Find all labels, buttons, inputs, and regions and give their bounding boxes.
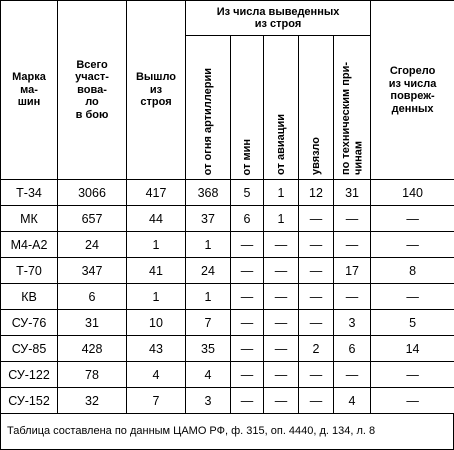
cell-stuck: — — [299, 284, 334, 310]
cell-artillery: 4 — [186, 362, 231, 388]
cell-out: 43 — [127, 336, 186, 362]
cell-stuck: 2 — [299, 336, 334, 362]
cell-brand: МК — [1, 206, 58, 232]
cell-mines: 6 — [231, 206, 264, 232]
cell-technical: 3 — [334, 310, 371, 336]
table-row — [1, 258, 454, 284]
cell-technical: 6 — [334, 336, 371, 362]
cell-brand: СУ-76 — [1, 310, 58, 336]
cell-out: 44 — [127, 206, 186, 232]
cell-total: 347 — [58, 258, 127, 284]
cell-technical: 31 — [334, 180, 371, 206]
table-row — [1, 336, 454, 362]
table-row — [1, 180, 454, 206]
cell-out: 4 — [127, 362, 186, 388]
cell-total: 24 — [58, 232, 127, 258]
cell-aviation: — — [264, 284, 299, 310]
header-artillery: от огня артиллерии — [186, 36, 231, 180]
cell-total: 657 — [58, 206, 127, 232]
header-out: Вышло из строя — [127, 1, 186, 180]
table-row — [1, 310, 454, 336]
cell-aviation: 1 — [264, 180, 299, 206]
header-mines: от мин — [231, 36, 264, 180]
cell-stuck: — — [299, 232, 334, 258]
cell-total: 78 — [58, 362, 127, 388]
header-total: Всего участ- вова- ло в бою — [58, 1, 127, 180]
cell-burned: — — [371, 362, 454, 388]
header-brand: Марка ма- шин — [1, 1, 58, 180]
header-technical: по техническим при- чинам — [334, 36, 371, 180]
cell-burned: 14 — [371, 336, 454, 362]
cell-artillery: 7 — [186, 310, 231, 336]
header-group: Из числа выведенных из строя — [186, 1, 371, 36]
cell-aviation: — — [264, 362, 299, 388]
cell-stuck: — — [299, 362, 334, 388]
cell-mines: — — [231, 284, 264, 310]
cell-out: 417 — [127, 180, 186, 206]
cell-stuck: — — [299, 206, 334, 232]
cell-brand: КВ — [1, 284, 58, 310]
cell-artillery: 35 — [186, 336, 231, 362]
cell-mines: — — [231, 258, 264, 284]
cell-aviation: — — [264, 336, 299, 362]
cell-out: 1 — [127, 284, 186, 310]
cell-artillery: 1 — [186, 232, 231, 258]
cell-out: 10 — [127, 310, 186, 336]
cell-stuck: — — [299, 258, 334, 284]
cell-burned: 8 — [371, 258, 454, 284]
table-footnote: Таблица составлена по данным ЦАМО РФ, ф. 315, оп. 4440, д. 134, л. 8 — [0, 414, 454, 450]
cell-stuck: 12 — [299, 180, 334, 206]
cell-brand: Т-70 — [1, 258, 58, 284]
cell-brand: СУ-85 — [1, 336, 58, 362]
cell-burned: — — [371, 232, 454, 258]
cell-total: 3066 — [58, 180, 127, 206]
cell-brand: М4-А2 — [1, 232, 58, 258]
cell-aviation: — — [264, 388, 299, 414]
cell-brand: СУ-152 — [1, 388, 58, 414]
table-row — [1, 284, 454, 310]
cell-out: 41 — [127, 258, 186, 284]
cell-mines: — — [231, 388, 264, 414]
header-burned: Сгорело из числа повреж- денных — [371, 1, 454, 180]
cell-burned: — — [371, 284, 454, 310]
cell-technical: — — [334, 206, 371, 232]
cell-stuck: — — [299, 388, 334, 414]
table-row — [1, 362, 454, 388]
cell-aviation: — — [264, 258, 299, 284]
cell-total: 428 — [58, 336, 127, 362]
cell-technical: 4 — [334, 388, 371, 414]
cell-burned: 140 — [371, 180, 454, 206]
cell-aviation: — — [264, 310, 299, 336]
cell-technical: — — [334, 232, 371, 258]
cell-artillery: 24 — [186, 258, 231, 284]
cell-technical: — — [334, 284, 371, 310]
cell-artillery: 3 — [186, 388, 231, 414]
cell-total: 31 — [58, 310, 127, 336]
cell-total: 6 — [58, 284, 127, 310]
cell-burned: — — [371, 206, 454, 232]
cell-mines: — — [231, 336, 264, 362]
table-row — [1, 206, 454, 232]
cell-total: 32 — [58, 388, 127, 414]
cell-out: 7 — [127, 388, 186, 414]
cell-brand: Т-34 — [1, 180, 58, 206]
cell-technical: 17 — [334, 258, 371, 284]
table-row — [1, 388, 454, 414]
table-row — [1, 232, 454, 258]
header-stuck: увязло — [299, 36, 334, 180]
cell-technical: — — [334, 362, 371, 388]
cell-stuck: — — [299, 310, 334, 336]
cell-artillery: 1 — [186, 284, 231, 310]
cell-out: 1 — [127, 232, 186, 258]
cell-artillery: 368 — [186, 180, 231, 206]
cell-burned: — — [371, 388, 454, 414]
cell-artillery: 37 — [186, 206, 231, 232]
header-aviation: от авиации — [264, 36, 299, 180]
cell-mines: 5 — [231, 180, 264, 206]
cell-mines: — — [231, 362, 264, 388]
cell-aviation: — — [264, 232, 299, 258]
cell-mines: — — [231, 232, 264, 258]
cell-burned: 5 — [371, 310, 454, 336]
cell-aviation: 1 — [264, 206, 299, 232]
cell-brand: СУ-122 — [1, 362, 58, 388]
cell-mines: — — [231, 310, 264, 336]
